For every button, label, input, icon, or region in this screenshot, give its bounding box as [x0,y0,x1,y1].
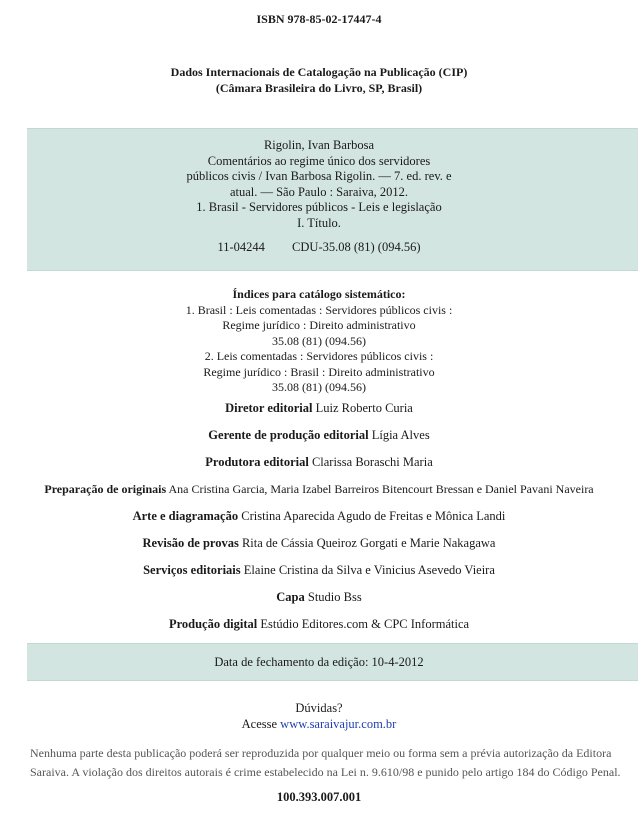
credit-cover [0,590,638,605]
credit-digital-production [0,617,638,632]
credit-art-layout [0,509,638,524]
credit-proofreading [0,536,638,551]
closing-date: Data de fechamento da edição: 10-4-2012 [214,655,424,669]
credit-names: Estúdio Editores.com & CPC Informática [260,617,470,631]
credit-names: Lígia Alves [371,428,430,442]
cip-header [0,64,638,96]
credit-role: Capa [276,590,305,604]
index-line: Regime jurídico : Brasil : Direito administrativo [203,364,435,379]
index-line: 35.08 (81) (094.56) [272,333,366,348]
website-link[interactable]: www.saraivajur.com.br [280,717,397,731]
doubts-block [0,700,638,732]
notice-line: Nenhuma parte desta publicação poderá ser reproduzida por qualquer meio ou forma sem a prévia autorização da Editora [30,746,612,760]
cip-codes-row [0,240,638,256]
credit-names: Studio Bss [307,590,362,604]
credit-names: Luiz Roberto Curia [315,401,413,415]
credit-editorial-director [0,401,638,416]
credit-role: Gerente de produção editorial [208,428,369,442]
credit-names: Elaine Cristina da Silva e Vinicius Asevedo Vieira [243,563,495,577]
notice-line: Saraiva. A violação dos direitos autorais é crime estabelecido na Lei n. 9.610/98 e punido pelo artigo 184 do Código Penal. [30,765,621,779]
credit-editorial-producer [0,455,638,470]
doubts-title: Dúvidas? [295,701,343,715]
cip-control-number: 11-04244 [217,240,265,254]
footer-code: 100.393.007.001 [276,790,362,804]
credit-editorial-services [0,563,638,578]
copyright-notice [30,744,621,782]
credit-names: Rita de Cássia Queiroz Gorgati e Marie Nakagawa [241,536,496,550]
doubts-prefix: Acesse [241,717,278,731]
index-line: 2. Leis comentadas : Servidores públicos civis : [204,349,434,363]
doubts-access-line [0,716,638,732]
credit-role: Preparação de originais [44,482,167,496]
cip-classification: CDU-35.08 (81) (094.56) [292,240,421,254]
systematic-index [0,287,638,396]
credit-role: Produtora editorial [205,455,309,469]
cip-record [0,138,638,256]
index-line: 35.08 (81) (094.56) [272,380,366,394]
credit-role: Serviços editoriais [143,563,241,577]
cip-line: 1. Brasil - Servidores públicos - Leis e legislação [196,200,442,214]
credit-role: Produção digital [168,617,258,631]
cip-line: Rigolin, Ivan Barbosa [263,138,375,152]
cip-line: públicos civis / Ivan Barbosa Rigolin. — 7. ed. rev. e [186,169,452,183]
index-title: Índices para catálogo sistemático: [232,287,406,301]
credit-manuscript-prep [0,482,638,497]
credit-role: Revisão de provas [142,536,239,550]
cip-line: atual. — São Paulo : Saraiva, 2012. [229,184,409,199]
credit-role: Diretor editorial [225,401,313,415]
credit-names: Ana Cristina Garcia, Maria Izabel Barreiros Bitencourt Bressan e Daniel Pavani Naveira [168,482,594,496]
credit-names: Cristina Aparecida Agudo de Freitas e Mônica Landi [241,509,506,523]
credit-role: Arte e diagramação [132,509,239,523]
credit-production-manager [0,428,638,443]
index-line: Regime jurídico : Direito administrativo [222,318,416,332]
index-line: 1. Brasil : Leis comentadas : Servidores públicos civis : [185,302,453,317]
credit-names: Clarissa Boraschi Maria [311,455,433,469]
cip-header-subtitle: (Câmara Brasileira do Livro, SP, Brasil) [215,81,423,95]
cip-line: Comentários ao regime único dos servidores [207,153,431,168]
cip-line: I. Título. [297,215,341,230]
isbn-number: ISBN 978-85-02-17447-4 [256,12,382,26]
cip-header-title: Dados Internacionais de Catalogação na Publicação (CIP) [170,65,468,79]
